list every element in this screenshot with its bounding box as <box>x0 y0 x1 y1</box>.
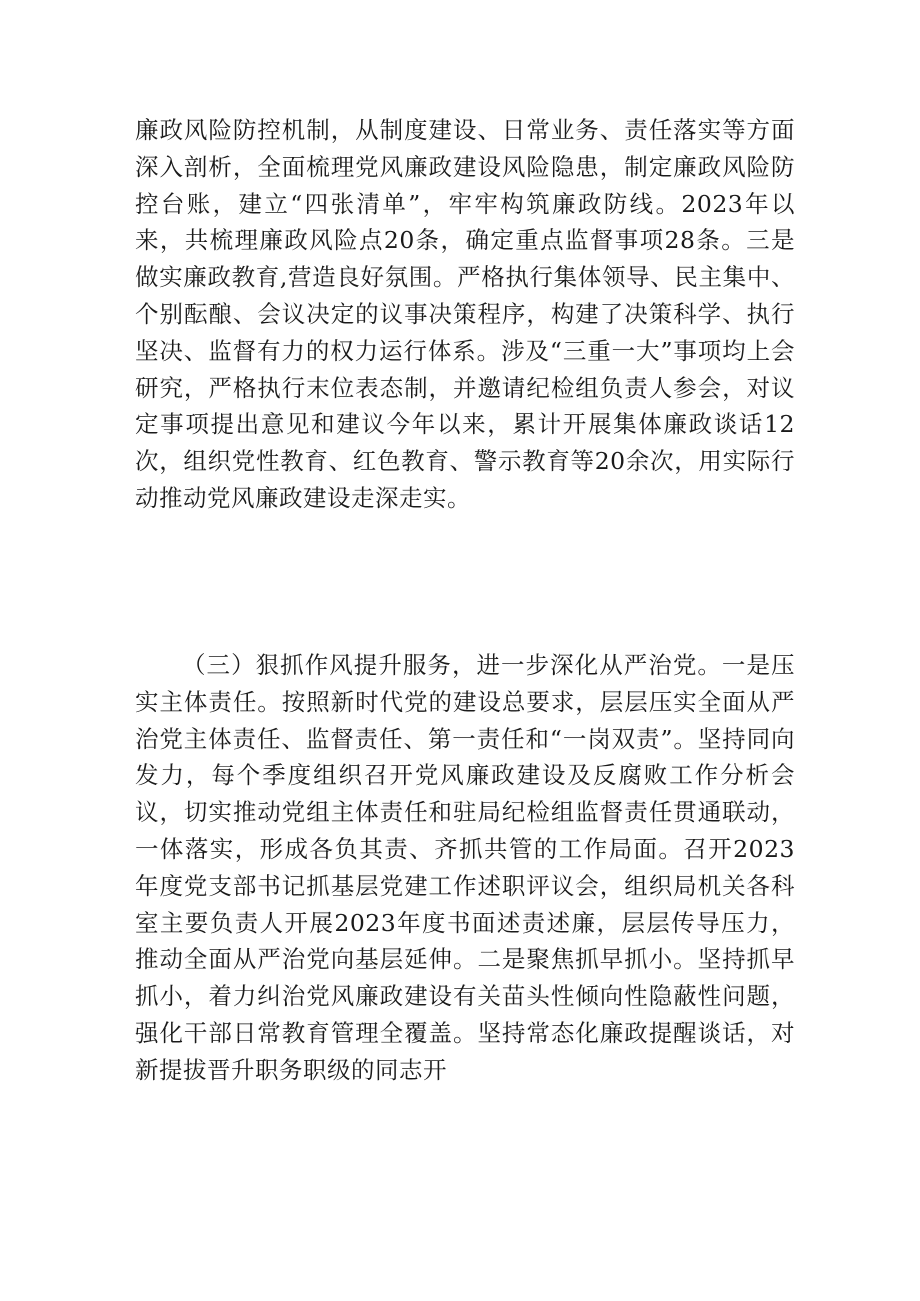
body-paragraph-continuation: 廉政风险防控机制，从制度建设、日常业务、责任落实等方面深入剖析，全面梳理党风廉政建设风险隐患，制定廉政风险防控台账，建立“四张清单”，牢牢构筑廉政防线。2023年以来，共梳理廉政风险点20条，确定重点监督事项28条。三是做实廉政教育,营造良好氛围。严格执行集体领导、民主集中、个别酝酿、会议决定的议事决策程序，构建了决策科学、执行坚决、监督有力的权力运行体系。涉及“三重一大”事项均上会研究，严格执行末位表态制，并邀请纪检组负责人参会，对议定事项提出意见和建议今年以来，累计开展集体廉政谈话12次，组织党性教育、红色教育、警示教育等20余次，用实际行动推动党风廉政建设走深走实。 <box>135 116 795 512</box>
body-paragraph-section-three: （三）狠抓作风提升服务，进一步深化从严治党。一是压实主体责任。按照新时代党的建设总要求，层层压实全面从严治党主体责任、监督责任、第一责任和“一岗双责”。坚持同向发力，每个季度组织召开党风廉政建设及反腐败工作分析会议，切实推动党组主体责任和驻局纪检组监督责任贯通联动，一体落实，形成各负其责、齐抓共管的工作局面。召开2023年度党支部书记抓基层党建工作述职评议会，组织局机关各科室主要负责人开展2023年度书面述责述廉，层层传导压力，推动全面从严治党向基层延伸。二是聚焦抓早抓小。坚持抓早抓小，着力纠治党风廉政建设有关苗头性倾向性隐蔽性问题，强化干部日常教育管理全覆盖。坚持常态化廉政提醒谈话，对新提拔晋升职务职级的同志开 <box>135 651 795 1084</box>
